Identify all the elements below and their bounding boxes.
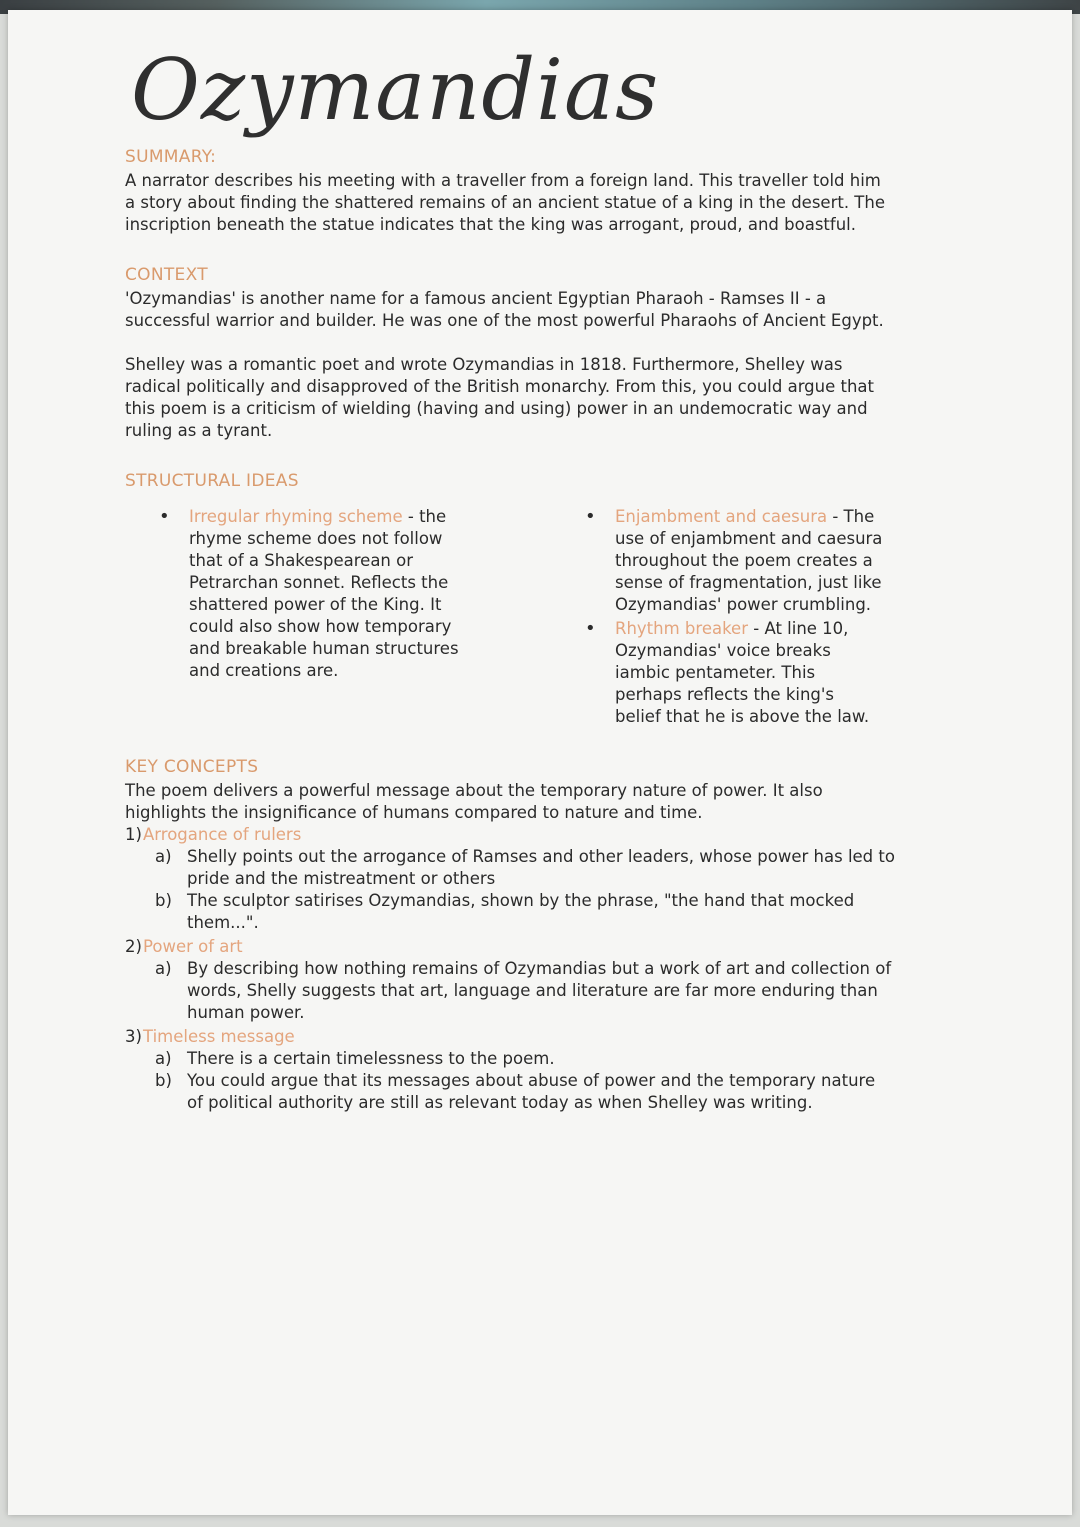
item-number: 3)	[125, 1027, 142, 1046]
sub-letter: a)	[155, 847, 172, 866]
list-item	[585, 618, 885, 728]
item-title: Arrogance of rulers	[143, 825, 302, 844]
context-section	[125, 264, 895, 442]
sub-letter: a)	[155, 959, 172, 978]
sub-item	[155, 890, 895, 934]
key-concepts-section	[125, 756, 895, 1114]
list-item	[585, 506, 885, 616]
structural-right-column	[585, 506, 895, 730]
sub-text: You could argue that its messages about abuse of power and the temporary nature of political authority are still as relevant today as when Shelley was writing.	[187, 1071, 876, 1112]
structural-section	[125, 470, 895, 730]
context-paragraph-1: 'Ozymandias' is another name for a famous ancient Egyptian Pharaoh - Ramses II - a successful warrior and builder. He was one of the most powerful Pharaohs of Ancient Egypt.	[125, 289, 884, 330]
sub-text: By describing how nothing remains of Ozymandias but a work of art and collection of words, Shelly suggests that art, language and literature are far more enduring than human power.	[187, 959, 892, 1022]
sub-item	[155, 1070, 895, 1114]
structural-left-column	[125, 506, 469, 730]
sub-text: Shelly points out the arrogance of Ramses and other leaders, whose power has led to pride and the mistreatment or others	[187, 847, 895, 888]
sub-letter: b)	[155, 891, 172, 910]
bullet-text: - The use of enjambment and caesura throughout the poem creates a sense of fragmentation, just like Ozymandias' power crumbling.	[615, 507, 883, 614]
sub-item	[155, 846, 895, 890]
sub-text: There is a certain timelessness to the poem.	[187, 1049, 555, 1068]
page-title: Ozymandias	[131, 41, 660, 139]
bullet-text: - the rhyme scheme does not follow that of a Shakespearean or Petrarchan sonnet. Reflects the shattered power of the King. It could also show how temporary and breakable human structures and creations are.	[189, 507, 459, 680]
structural-heading: STRUCTURAL IDEAS	[125, 471, 299, 491]
sub-letter: b)	[155, 1071, 172, 1090]
item-title: Power of art	[143, 937, 243, 956]
list-item	[125, 936, 895, 1024]
sub-item	[155, 958, 895, 1024]
key-concepts-intro: The poem delivers a powerful message about the temporary nature of power. It also highlights the insignificance of humans compared to nature and time.	[125, 781, 823, 822]
sub-text: The sculptor satirises Ozymandias, shown by the phrase, "the hand that mocked them...".	[187, 891, 855, 932]
list-item	[125, 824, 895, 934]
revision-notes	[125, 40, 895, 1116]
summary-text: A narrator describes his meeting with a traveller from a foreign land. This traveller told him a story about finding the shattered remains of an ancient statue of a king in the desert. The inscription beneath the statue indicates that the king was arrogant, proud, and boastful.	[125, 171, 885, 234]
bullet-term: Irregular rhyming scheme	[189, 507, 403, 526]
sub-item	[155, 1048, 895, 1070]
context-paragraph-2: Shelley was a romantic poet and wrote Ozymandias in 1818. Furthermore, Shelley was radical politically and disapproved of the British monarchy. From this, you could argue that this poem is a criticism of wielding (having and using) power in an undemocratic way and ruling as a tyrant.	[125, 355, 875, 440]
sub-letter: a)	[155, 1049, 172, 1068]
bullet-text: - At line 10, Ozymandias' voice breaks iambic pentameter. This perhaps reflects the king's belief that he is above the law.	[615, 619, 870, 726]
structural-columns	[125, 506, 895, 730]
key-concepts-heading: KEY CONCEPTS	[125, 757, 259, 777]
summary-section	[125, 146, 895, 236]
item-number: 1)	[125, 825, 142, 844]
item-number: 2)	[125, 937, 142, 956]
list-item	[125, 1026, 895, 1114]
item-title: Timeless message	[143, 1027, 295, 1046]
key-concepts-list	[125, 824, 895, 1114]
bullet-term: Enjambment and caesura	[615, 507, 828, 526]
bullet-term: Rhythm breaker	[615, 619, 748, 638]
list-item	[159, 506, 469, 682]
summary-heading: SUMMARY:	[125, 147, 217, 167]
context-heading: CONTEXT	[125, 265, 208, 285]
